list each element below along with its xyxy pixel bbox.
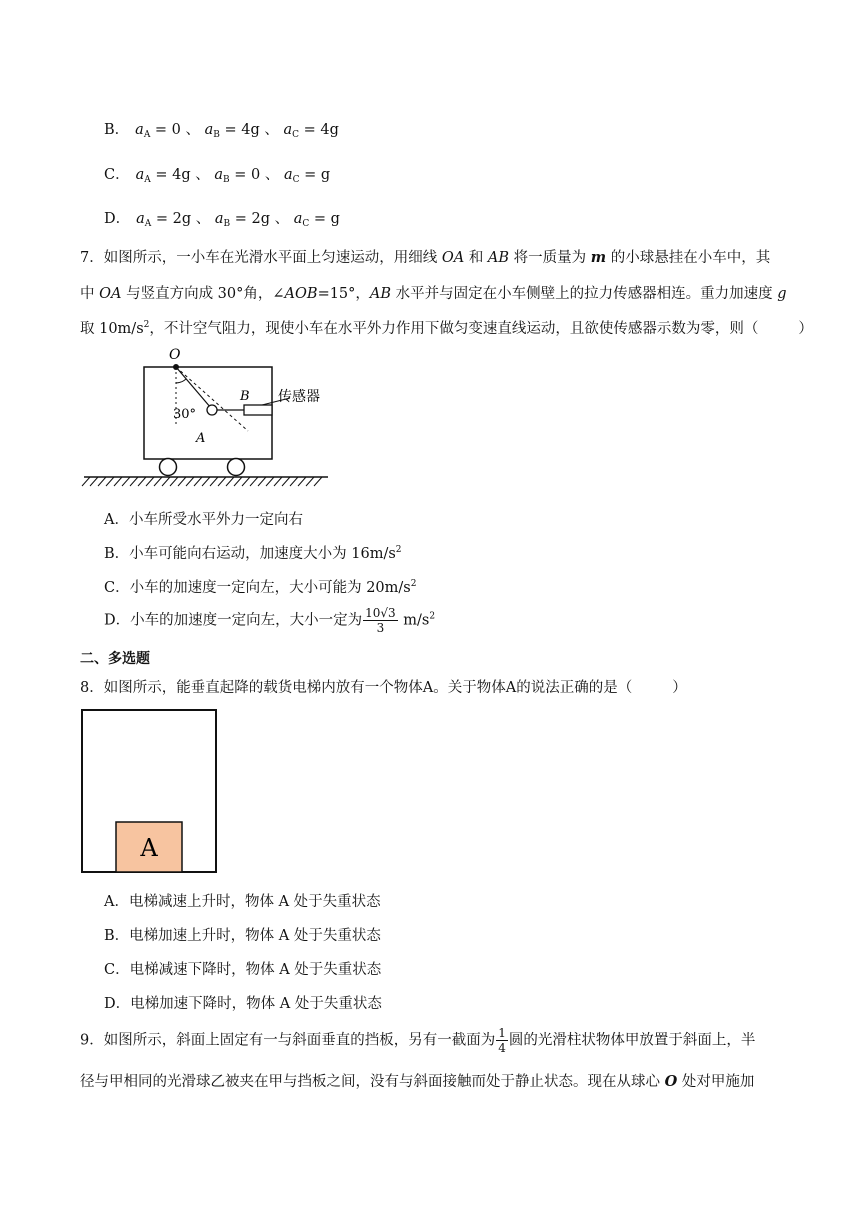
angle-arc — [176, 379, 186, 383]
q8-elevator-figure — [80, 708, 220, 876]
ball — [207, 405, 217, 415]
q8-option-a: A．电梯减速上升时，物体 A 处于失重状态 — [104, 894, 381, 910]
fraction-10sqrt3-over-3: $\frac{10√3}{3}$ — [365, 606, 396, 635]
q7-cart-figure — [80, 343, 340, 493]
label-angle: 30° — [173, 407, 197, 422]
label-a: A — [196, 431, 206, 446]
q7-stem-line3: 取 $10m/s^2$，不计空气阻力，现使小车在水平外力作用下做匀变速直线运动，且欲使传感器示数为零，则（ ） — [80, 320, 813, 337]
cart-wheel-right — [228, 459, 245, 476]
fraction-one-quarter: $\frac{1}{4}$ — [498, 1026, 506, 1055]
ground-hatching — [82, 477, 322, 486]
q9-stem-line2: 径与甲相同的光滑球乙被夹在甲与挡板之间，没有与斜面接触而处于静止状态。现在从球心 O 处对甲施加 — [80, 1073, 755, 1090]
q6-option-b: B． $a_A = 0$ 、 $a_B = 4g$ 、 $a_C = 4g$ — [104, 122, 339, 140]
object-a-label: A — [140, 834, 158, 862]
q8-option-b: B．电梯加速上升时，物体 A 处于失重状态 — [104, 928, 381, 944]
label-sensor: 传感器 — [278, 389, 320, 405]
section-heading-multiple-choice: 二、多选题 — [80, 651, 150, 667]
q7-option-d: D．小车的加速度一定向左，大小一定为 $\frac{10√3}{3}$ $m/s^2$ — [104, 606, 436, 635]
q8-option-c: C．电梯减速下降时，物体 A 处于失重状态 — [104, 962, 382, 978]
q7-stem-line2: 中 OA 与竖直方向成 30°角，∠AOB=15°，AB 水平并与固定在小车侧壁上的拉力传感器相连。重力加速度 g — [80, 286, 787, 302]
q6-option-c: C． $a_A = 4g$ 、 $a_B = 0$ 、 $a_C = g$ — [104, 167, 331, 185]
q8-stem: 8．如图所示，能垂直起降的载货电梯内放有一个物体A。关于物体A的说法正确的是（ ） — [80, 680, 687, 696]
q6-option-d: D． $a_A = 2g$ 、 $a_B = 2g$ 、 $a_C = g$ — [104, 211, 340, 229]
option-label: C． — [104, 167, 130, 183]
label-o: O — [169, 347, 181, 363]
cart-wheel-left — [160, 459, 177, 476]
q9-stem-line1: 9．如图所示，斜面上固定有一与斜面垂直的挡板，另有一截面为 $\frac{1}{4}$ 圆的光滑柱状物体甲放置于斜面上，半 — [80, 1026, 756, 1055]
option-label: D． — [104, 211, 131, 227]
string-oa — [176, 367, 211, 408]
q7-stem-line1: 7．如图所示，一小车在光滑水平面上匀速运动，用细线 OA 和 AB 将一质量为 m 的小球悬挂在小车中，其 — [80, 249, 771, 266]
q7-option-a: A．小车所受水平外力一定向右 — [104, 512, 303, 528]
label-b: B — [240, 389, 250, 404]
option-label: B． — [104, 122, 130, 138]
q8-option-d: D．电梯加速下降时，物体 A 处于失重状态 — [104, 996, 382, 1012]
q7-option-c: C．小车的加速度一定向左，大小可能为 $20m/s^2$ — [104, 579, 417, 596]
q7-option-b: B．小车可能向右运动，加速度大小为 $16m/s^2$ — [104, 545, 402, 562]
sensor-box — [244, 405, 272, 415]
